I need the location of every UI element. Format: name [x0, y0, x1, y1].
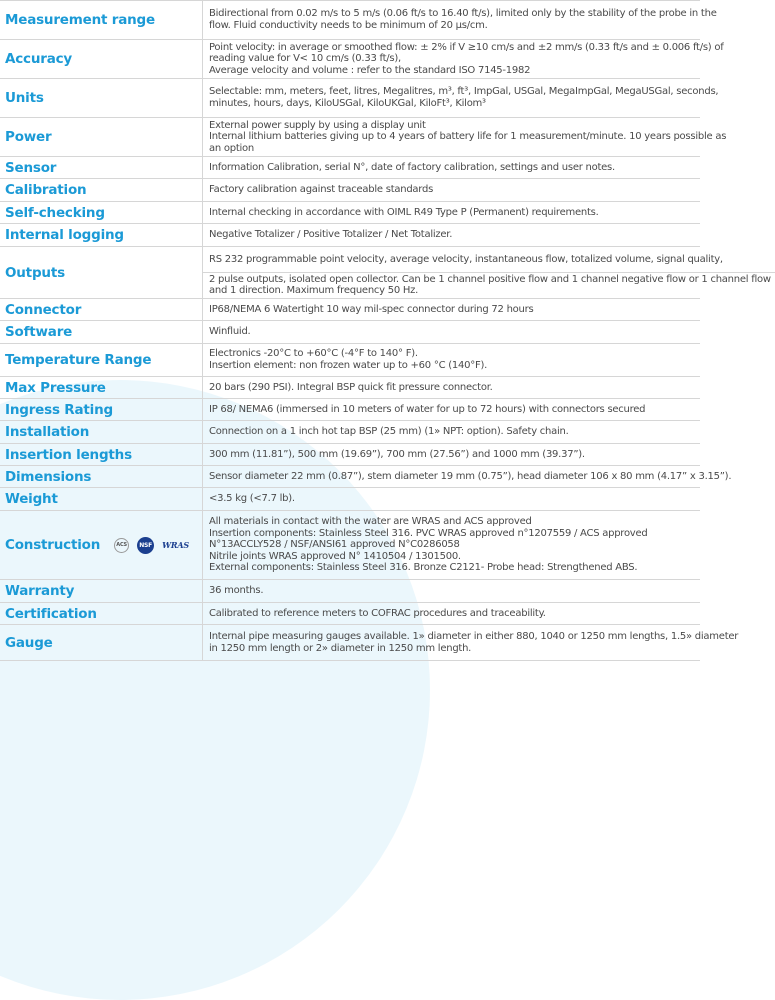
spec-label-text: Temperature Range	[5, 352, 152, 368]
spec-row	[0, 321, 700, 344]
spec-value	[202, 118, 730, 156]
spec-label-text: Warranty	[5, 583, 75, 599]
spec-label	[0, 202, 202, 223]
spec-label	[0, 511, 202, 579]
spec-label-text: Insertion lengths	[5, 446, 132, 463]
spec-value-line: Bidirectional from 0.02 m/s to 5 m/s (0.06 ft/s to 16.40 ft/s), limited only by the stability of the probe in the	[209, 8, 717, 20]
spec-value-line: N°13ACCLY528 / NSF/ANSI61 approved N°C0286058	[209, 539, 460, 551]
spec-row	[0, 603, 700, 625]
spec-label-text: Outputs	[5, 264, 65, 281]
spec-value	[202, 488, 700, 510]
spec-label	[0, 321, 202, 343]
spec-value	[202, 1, 721, 39]
spec-row	[0, 299, 700, 321]
spec-label	[0, 377, 202, 398]
certification-logos	[114, 537, 189, 554]
spec-value	[202, 444, 700, 465]
spec-value-line: Internal lithium batteries giving up to 4 years of battery life for 1 measurement/minute. 10 years possible as	[209, 131, 727, 143]
spec-value-line: 300 mm (11.81”), 500 mm (19.69”), 700 mm (27.56”) and 1000 mm (39.37”).	[209, 448, 585, 460]
spec-value-line: 36 months.	[209, 585, 264, 597]
spec-label	[0, 40, 202, 78]
spec-value	[202, 603, 700, 624]
spec-value-line: Sensor diameter 22 mm (0.87”), stem diameter 19 mm (0.75”), head diameter 106 x 80 mm (4.17” x 3.15”).	[209, 470, 732, 482]
spec-value	[202, 321, 700, 343]
spec-label-text: Units	[5, 90, 44, 106]
spec-label-text: Certification	[5, 605, 97, 622]
spec-value	[202, 299, 700, 320]
spec-row	[0, 157, 700, 179]
spec-label	[0, 118, 202, 156]
spec-value-line: 2 pulse outputs, isolated open collector. Can be 1 channel positive flow and 1 channel negative flow or 1 channel flow	[209, 273, 771, 285]
spec-value	[202, 399, 700, 420]
spec-label-text: Gauge	[5, 634, 53, 651]
spec-row	[0, 444, 700, 466]
spec-label-text: Construction	[5, 537, 101, 553]
spec-value-line: reading value for V< 10 cm/s (0.33 ft/s),	[209, 53, 401, 65]
spec-value-line: Information Calibration, serial N°, date of factory calibration, settings and user notes.	[209, 161, 615, 173]
spec-value-line: Selectable: mm, meters, feet, litres, Megalitres, m³, ft³, ImpGal, USGal, MegaImpGal, MegaUSGal, seconds,	[209, 86, 719, 98]
spec-row	[0, 466, 732, 488]
spec-label-text: Ingress Rating	[5, 401, 113, 418]
spec-value-line: Nitrile joints WRAS approved N° 1410504 / 1301500.	[209, 550, 461, 562]
spec-label	[0, 179, 202, 201]
spec-row	[0, 247, 771, 299]
spec-label-text: Connector	[5, 301, 82, 318]
spec-row	[0, 399, 700, 421]
spec-label	[0, 466, 202, 487]
spec-label-text: Dimensions	[5, 468, 92, 485]
spec-value-line: Negative Totalizer / Positive Totalizer / Net Totalizer.	[209, 229, 453, 241]
spec-value-line: External components: Stainless Steel 316. Bronze C2121- Probe head: Strengthened ABS.	[209, 562, 638, 574]
spec-value	[202, 511, 700, 579]
spec-label	[0, 79, 202, 117]
spec-label	[0, 344, 202, 376]
spec-value-line: Factory calibration against traceable standards	[209, 184, 434, 196]
spec-value-line: flow. Fluid conductivity needs to be minimum of 20 μs/cm.	[209, 20, 488, 31]
wras-logo-icon: WRAS	[162, 540, 189, 550]
spec-label-text: Calibration	[5, 182, 87, 198]
spec-subvalue	[203, 272, 775, 298]
spec-label	[0, 603, 202, 624]
spec-label-text: Installation	[5, 424, 90, 440]
spec-value-line: Point velocity: in average or smoothed flow: ± 2% if V ≥10 cm/s and ±2 mm/s (0.33 ft/s and ± 0.006 ft/s) of	[209, 41, 724, 53]
spec-row	[0, 79, 719, 118]
spec-value-line: Internal pipe measuring gauges available. 1» diameter in either 880, 1040 or 1250 mm lengths, 1.5» diameter	[209, 630, 739, 642]
spec-row	[0, 224, 700, 247]
spec-value-line: All materials in contact with the water are WRAS and ACS approved	[209, 516, 532, 528]
spec-value	[202, 224, 700, 246]
spec-value-line: Insertion element: non frozen water up to +60 °C (140°F).	[209, 360, 488, 371]
spec-row	[0, 40, 724, 79]
spec-value	[202, 625, 742, 660]
spec-value	[202, 40, 728, 78]
spec-label	[0, 580, 202, 602]
spec-value	[202, 179, 700, 201]
spec-label-text: Sensor	[5, 159, 57, 176]
spec-value-line: and 1 direction. Maximum frequency 50 Hz.	[209, 285, 419, 297]
spec-subvalue	[203, 247, 775, 272]
spec-label-text: Measurement range	[5, 12, 155, 28]
spec-label-text: Accuracy	[5, 51, 73, 67]
spec-label-text: Self-checking	[5, 204, 105, 221]
spec-value	[202, 421, 700, 443]
spec-value-line: Average velocity and volume : refer to the standard ISO 7145-1982	[209, 64, 531, 76]
spec-value	[202, 580, 700, 602]
spec-value-line: Insertion components: Stainless Steel 316. PVC WRAS approved n°1207559 / ACS approved	[209, 527, 648, 539]
spec-row	[0, 179, 700, 202]
spec-value	[202, 466, 735, 487]
spec-row	[0, 421, 700, 444]
spec-label	[0, 399, 202, 420]
spec-label	[0, 421, 202, 443]
spec-value-line: Electronics -20°C to +60°C (-4°F to 140° F).	[209, 348, 418, 360]
spec-value	[202, 344, 700, 376]
spec-label	[0, 444, 202, 465]
spec-label	[0, 224, 202, 246]
spec-value-line: IP68/NEMA 6 Watertight 10 way mil-spec connector during 72 hours	[209, 303, 534, 315]
spec-value-line: an option	[209, 142, 255, 154]
spec-label-text: Power	[5, 129, 52, 145]
spec-label	[0, 1, 202, 39]
spec-label	[0, 625, 202, 660]
nsf-logo-icon: NSF	[137, 537, 154, 554]
spec-value-line: minutes, hours, days, KiloUSGal, KiloUKGal, KiloFt³, Kilom³	[209, 98, 486, 109]
spec-value	[202, 202, 700, 223]
acs-logo-icon: ACS	[114, 538, 129, 553]
spec-row	[0, 625, 739, 661]
spec-value-line: Connection on a 1 inch hot tap BSP (25 mm) (1» NPT: option). Safety chain.	[209, 426, 569, 438]
spec-label	[0, 488, 202, 510]
spec-value-line: Calibrated to reference meters to COFRAC procedures and traceability.	[209, 607, 546, 619]
spec-row	[0, 377, 700, 399]
spec-label	[0, 299, 202, 320]
spec-label	[0, 247, 202, 298]
spec-label-text: Weight	[5, 491, 58, 507]
spec-row	[0, 580, 700, 603]
spec-label	[0, 157, 202, 178]
spec-value-line: RS 232 programmable point velocity, average velocity, instantaneous flow, totalized volume, signal quality,	[209, 253, 723, 265]
spec-label-text: Software	[5, 324, 73, 340]
spec-value	[202, 157, 700, 178]
spec-value-line: IP 68/ NEMA6 (immersed in 10 meters of water for up to 72 hours) with connectors secured	[209, 403, 646, 415]
spec-value	[202, 79, 722, 117]
spec-label-text: Max Pressure	[5, 379, 106, 396]
spec-row	[0, 202, 700, 224]
spec-row	[0, 0, 717, 40]
spec-row	[0, 488, 700, 511]
spec-value-line: <3.5 kg (<7.7 lb).	[209, 493, 295, 505]
spec-value-line: External power supply by using a display unit	[209, 119, 426, 131]
spec-value-line: in 1250 mm length or 2» diameter in 1250 mm length.	[209, 642, 472, 654]
spec-value-line: Internal checking in accordance with OIML R49 Type P (Permanent) requirements.	[209, 206, 599, 218]
spec-value	[202, 377, 700, 398]
spec-row	[0, 344, 700, 377]
spec-row	[0, 118, 727, 157]
spec-value	[202, 247, 775, 298]
spec-row	[0, 511, 700, 580]
spec-label-text: Internal logging	[5, 227, 124, 243]
spec-value-line: 20 bars (290 PSI). Integral BSP quick fit pressure connector.	[209, 381, 493, 393]
spec-value-line: Winfluid.	[209, 326, 251, 338]
